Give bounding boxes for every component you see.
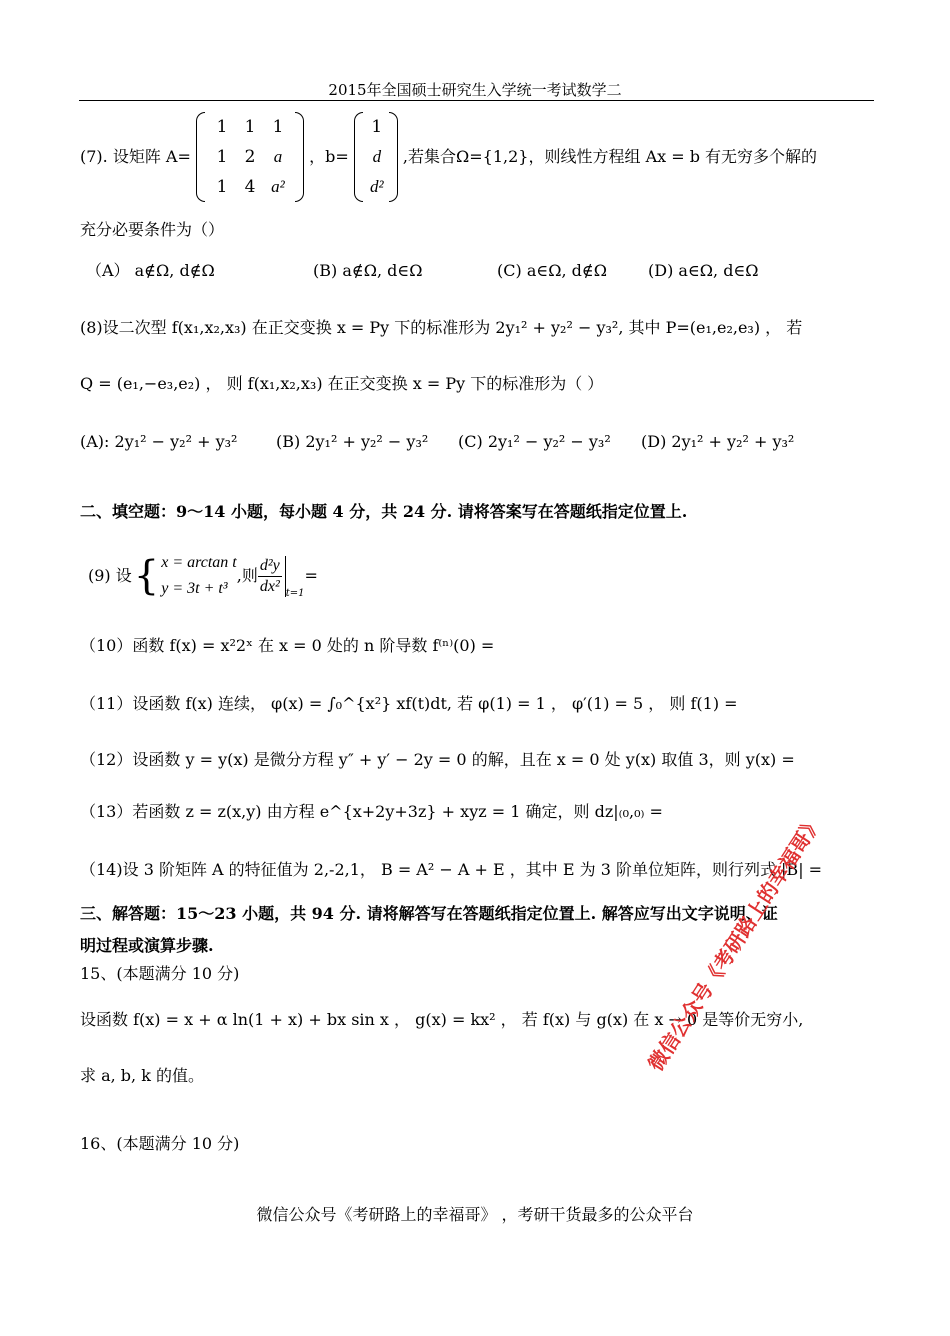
question-10: （10）函数 f(x) = x²2ˣ 在 x = 0 处的 n 阶导数 f⁽ⁿ⁾(0) = bbox=[80, 636, 495, 655]
q9-tail: = bbox=[304, 566, 318, 585]
section-3-subtitle: 明过程或演算步骤. bbox=[80, 936, 214, 955]
brace-icon: { bbox=[133, 553, 160, 599]
watermark-stamp: 微信公众号《考研路上的幸福哥》 bbox=[643, 810, 827, 1076]
q7-line2: 充分必要条件为（） bbox=[80, 220, 225, 239]
q8-option-c: (C) 2y₁² − y₂² − y₃² bbox=[458, 432, 611, 451]
page-footer: 微信公众号《考研路上的幸福哥》 ，考研干货最多的公众平台 bbox=[256, 1205, 694, 1224]
q7-tail: ,若集合Ω={1,2}，则线性方程组 Ax = b 有无穷多个解的 bbox=[402, 147, 818, 166]
q9-derivative: $\frac{\text{d²y}}{\text{dx²}}$ bbox=[258, 556, 286, 597]
matrix-a-row: 1 1 1 bbox=[216, 117, 284, 137]
q7-b-label: ，b= bbox=[309, 147, 349, 166]
section-2-title: 二、填空题：9～14 小题，每小题 4 分，共 24 分. 请将答案写在答题纸指定位置上. bbox=[80, 502, 688, 521]
q7-option-b: (B) a∉Ω, d∈Ω bbox=[313, 261, 423, 280]
question-11: （11）设函数 f(x) 连续， φ(x) = ∫₀^{x²} xf(t)dt, 若 φ(1) = 1 ， φ′(1) = 5 ， 则 f(1) = bbox=[80, 694, 738, 713]
q7-option-c: (C) a∈Ω, d∉Ω bbox=[497, 261, 607, 280]
q9-mid: ,则 bbox=[236, 566, 258, 585]
section-3-title: 三、解答题：15～23 小题，共 94 分. 请将解答写在答题纸指定位置上. 解答应写出文字说明、证 bbox=[80, 904, 778, 923]
question-14: （14)设 3 阶矩阵 A 的特征值为 2,-2,1， B = A² − A + E ，其中 E 为 3 阶单位矩阵，则行列式 |B| = bbox=[80, 860, 823, 879]
q15-line2: 求 a, b, k 的值。 bbox=[80, 1066, 204, 1085]
q16-title: 16、(本题满分 10 分) bbox=[80, 1134, 240, 1153]
question-12: （12）设函数 y = y(x) 是微分方程 y″ + y′ − 2y = 0 的解，且在 x = 0 处 y(x) 取值 3，则 y(x) = bbox=[80, 750, 795, 769]
vector-b: 1 d d² bbox=[354, 112, 398, 202]
q8-option-a: (A): 2y₁² − y₂² + y₃² bbox=[80, 432, 238, 451]
question-7 bbox=[80, 112, 817, 202]
q7-option-a: （A） a∉Ω, d∉Ω bbox=[86, 261, 215, 280]
header-rule bbox=[79, 100, 874, 101]
question-9 bbox=[88, 548, 318, 604]
q8-option-b: (B) 2y₁² + y₂² − y₃² bbox=[276, 432, 429, 451]
q8-line2: Q = (e₁,−e₃,e₂) ， 则 f(x₁,x₂,x₃) 在正交变换 x = Py 下的标准形为（ ） bbox=[80, 374, 604, 393]
page-header: 2015年全国硕士研究生入学统一考试数学二 bbox=[328, 81, 622, 99]
q8-line1: (8)设二次型 f(x₁,x₂,x₃) 在正交变换 x = Py 下的标准形为 2y₁² + y₂² − y₃², 其中 P=(e₁,e₂,e₃) ， 若 bbox=[80, 318, 803, 337]
matrix-a bbox=[196, 112, 304, 202]
q9-eval-point: t=1 bbox=[285, 588, 305, 599]
question-13: （13）若函数 z = z(x,y) 由方程 e^{x+2y+3z} + xyz = 1 确定，则 dz|₍₀,₀₎ = bbox=[80, 802, 663, 821]
q8-option-d: (D) 2y₁² + y₂² + y₃² bbox=[641, 432, 795, 451]
q15-line1: 设函数 f(x) = x + α ln(1 + x) + bx sin x ， g(x) = kx² ， 若 f(x) 与 g(x) 在 x → 0 是等价无穷小, bbox=[80, 1010, 804, 1029]
q9-system: x = arctan t y = 3t + t³ bbox=[161, 554, 237, 597]
q15-title: 15、(本题满分 10 分) bbox=[80, 964, 240, 983]
matrix-a-row: 1 4 a² bbox=[216, 177, 285, 197]
q7-label: (7). 设矩阵 A= bbox=[80, 147, 191, 166]
q7-option-d: (D) a∈Ω, d∈Ω bbox=[648, 261, 759, 280]
q9-prefix: (9) 设 bbox=[88, 566, 132, 585]
matrix-a-row: 1 2 a bbox=[216, 147, 283, 167]
